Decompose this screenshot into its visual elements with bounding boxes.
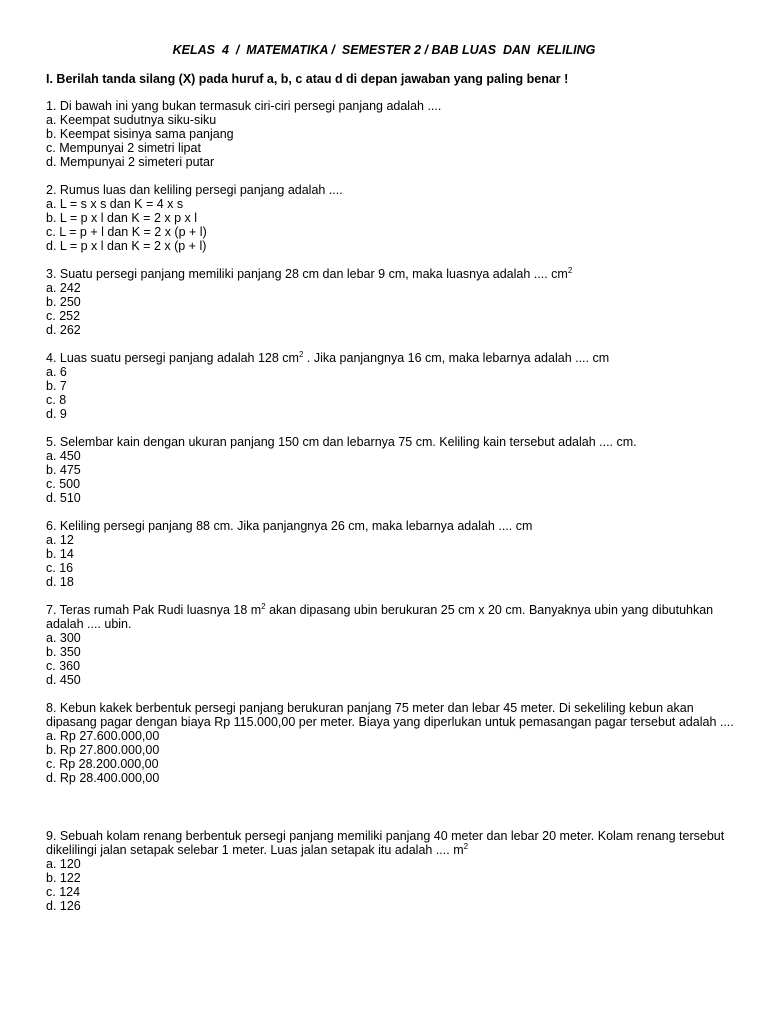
page-title: KELAS 4 / MATEMATIKA / SEMESTER 2 / BAB LUAS DAN KELILING [172,43,596,57]
option-a: a. 6 [46,365,67,379]
option-b: b. 14 [46,547,74,561]
option-d: d. 450 [46,673,81,687]
option-a: a. L = s x s dan K = 4 x s [46,197,184,211]
question-text: 7. Teras rumah Pak Rudi luasnya 18 $m^2$ akan dipasang ubin berukuran 25 cm x 20 cm. Banyaknya ubin yang dibutuhkan adalah .... ubin. [46,601,717,631]
option-a: a. 120 [46,857,81,871]
option-d: d. 262 [46,323,81,337]
option-d: d. 9 [46,407,67,421]
option-c: c. 360 [46,659,81,673]
question-text: 6. Keliling persegi panjang 88 cm. Jika panjangnya 26 cm, maka lebarnya adalah .... cm [46,519,533,533]
option-d: d. Mempunyai 2 simeteri putar [46,155,215,169]
question-5 [46,435,736,505]
question-text: 2. Rumus luas dan keliling persegi panjang adalah .... [46,183,343,197]
instruction-text: I. Berilah tanda silang (X) pada huruf a, b, c atau d di depan jawaban yang paling benar ! [46,72,569,86]
option-c: c. 124 [46,885,81,899]
question-text: 4. Luas suatu persegi panjang adalah 128 $cm^2$ . Jika panjangnya 16 cm, maka lebarnya adalah .... cm [46,349,610,365]
option-c: c. Rp 28.200.000,00 [46,757,159,771]
option-d: d. Rp 28.400.000,00 [46,771,160,785]
option-b: b. L = p x l dan K = 2 x p x l [46,211,198,225]
question-4 [46,351,736,421]
option-d: d. 510 [46,491,81,505]
question-9 [46,829,736,913]
option-a: a. 450 [46,449,81,463]
option-a: a. 300 [46,631,81,645]
question-2 [46,183,736,253]
option-b: b. Rp 27.800.000,00 [46,743,160,757]
question-text: 5. Selembar kain dengan ukuran panjang 150 cm dan lebarnya 75 cm. Keliling kain tersebut adalah .... cm. [46,435,637,449]
option-b: b. 350 [46,645,81,659]
question-3 [46,267,736,337]
question-7 [46,603,736,687]
option-a: a. Keempat sudutnya siku-siku [46,113,217,127]
question-text: 8. Kebun kakek berbentuk persegi panjang berukuran panjang 75 meter dan lebar 45 meter. Di sekeliling kebun akan dipasang pagar dengan biaya Rp 115.000,00 per meter. Biaya yang diperlukan untuk pemasangan pagar tersebut adalah .... [46,701,734,729]
option-b: b. 475 [46,463,81,477]
option-b: b. 7 [46,379,67,393]
question-text: 9. Sebuah kolam renang berbentuk persegi panjang memiliki panjang 40 meter dan lebar 20 meter. Kolam renang tersebut dikelilingi jalan setapak selebar 1 meter. Luas jalan setapak itu adalah .... $m^2$ [46,829,728,857]
option-a: a. 12 [46,533,74,547]
option-d: d. 18 [46,575,74,589]
option-d: d. L = p x l dan K = 2 x (p + l) [46,239,207,253]
option-c: c. Mempunyai 2 simetri lipat [46,141,201,155]
question-1 [46,99,736,169]
option-c: c. 16 [46,561,74,575]
question-6 [46,519,736,589]
option-c: c. L = p + l dan K = 2 x (p + l) [46,225,207,239]
option-c: c. 8 [46,393,67,407]
option-b: b. 250 [46,295,81,309]
option-c: c. 252 [46,309,81,323]
option-d: d. 126 [46,899,81,913]
option-b: b. 122 [46,871,81,885]
option-a: a. 242 [46,281,81,295]
question-text: 3. Suatu persegi panjang memiliki panjang 28 cm dan lebar 9 cm, maka luasnya adalah .... $cm^2$ [46,265,573,281]
option-b: b. Keempat sisinya sama panjang [46,127,234,141]
option-a: a. Rp 27.600.000,00 [46,729,160,743]
question-8 [46,701,736,785]
option-c: c. 500 [46,477,81,491]
question-text: 1. Di bawah ini yang bukan termasuk ciri-ciri persegi panjang adalah .... [46,99,442,113]
